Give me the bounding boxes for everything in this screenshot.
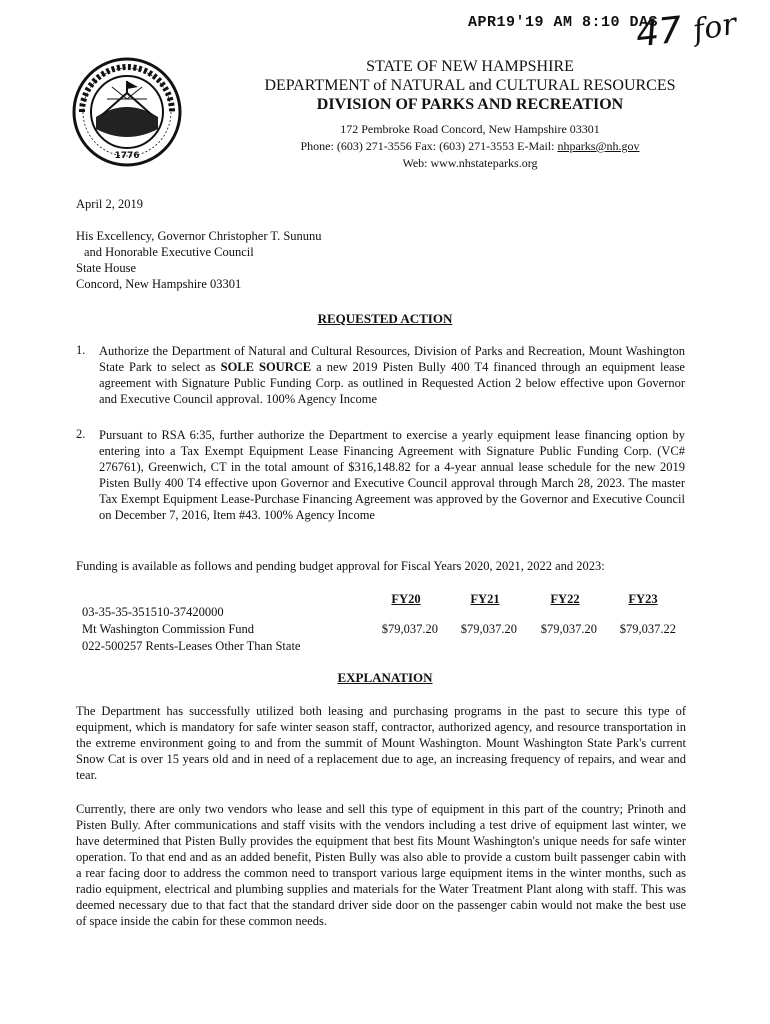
fy21-amount: $79,037.20	[460, 622, 517, 636]
letterhead-division: DIVISION OF PARKS AND RECREATION	[316, 96, 624, 113]
requested-action-title: REQUESTED ACTION	[317, 311, 453, 326]
account-number: 03-35-35-351510-37420000	[82, 605, 224, 619]
action-2-number: 2.	[76, 427, 86, 441]
letterhead-department: DEPARTMENT of NATURAL and CULTURAL RESOURCES	[264, 77, 676, 94]
addressee-line-4: Concord, New Hampshire 03301	[76, 277, 242, 291]
letterhead-state: STATE OF NEW HAMPSHIRE	[366, 58, 574, 75]
letterhead-web: Web: www.nhstateparks.org	[402, 156, 538, 170]
fund-name: Mt Washington Commission Fund	[82, 622, 255, 636]
email-link[interactable]: nhparks@nh.gov	[557, 139, 640, 153]
expense-class: 022-500257 Rents-Leases Other Than State	[82, 639, 301, 653]
addressee-line-1: His Excellency, Governor Christopher T. Sununu	[76, 229, 322, 243]
contact-phone-fax: Phone: (603) 271-3556 Fax: (603) 271-3553 E-Mail:	[300, 139, 555, 153]
fy23-amount: $79,037.22	[619, 622, 676, 636]
fy20-amount: $79,037.20	[381, 622, 438, 636]
fy22-header: FY22	[550, 592, 580, 606]
addressee-line-2: and Honorable Executive Council	[84, 245, 254, 259]
action-2-text: Pursuant to RSA 6:35, further authorize the Department to exercise a yearly equipment lease financing option by entering into a Tax Exempt Equipment Lease Financing Agreement with Signature Public Funding Corp. (VC# 276761), Greenwich, CT in the total amount of $316,148.82 for a 4-year annual lease schedule for the new 2019 Pisten Bully 400 T4 effective upon Governor and Executive Council approval through March 28, 2023. The master Tax Exempt Equipment Lease-Purchase Financing Agreement was approved by the Governor and Executive Council on December 7, 2016, Item #43. 100% Agency Income	[99, 428, 685, 522]
explanation-paragraph-1: The Department has successfully utilized both leasing and purchasing programs in the past to secure this type of equipment, which is mandatory for safe winter season staff, contractor, authorized agency, and resource transportation in the extreme environment going to and from the summit of Mount Washington. Mount Washington State Park's current Snow Cat is over 15 years old and in need of a replacement due to age, an increasing frequency of repairs, and wear and tear.	[76, 704, 686, 782]
letterhead-contact	[240, 139, 700, 154]
action-1-number: 1.	[76, 343, 86, 357]
explanation-paragraph-2: Currently, there are only two vendors who lease and sell this type of equipment in this part of the country; Prinoth and Pisten Bully. After communications and staff visits with the vendors including a test drive of equipment last winter, we have determined that Pisten Bully provides the equipment that best fits Mount Washington's unique needs for safe winter operation. To that end and as an added benefit, Pisten Bully was also able to provide a custom built passenger cabin with a rear facing door to address the common need to transport various large equipment items in the winter months, such as radio equipment, electrical and plumbing supplies and materials for the Water Treatment Plant along with staff. This was deemed necessary due to that fact that the standard driver side door on the passenger cabin would not make the best use of space inside the cabin for these common needs.	[76, 802, 686, 928]
sole-source-emphasis: SOLE SOURCE	[220, 360, 312, 374]
state-seal-icon	[72, 57, 182, 167]
fy21-header: FY21	[470, 592, 500, 606]
letter-date: April 2, 2019	[76, 197, 144, 211]
action-1-text: Authorize the Department of Natural and Cultural Resources, Division of Parks and Recreation, Mount Washington State Park to select as SOLE SOURCE a new 2019 Pisten Bully 400 T4 financed through an equipment lease agreement with Signature Public Funding Corp. as outlined in Requested Action 2 below effective upon Governor and Executive Council approval. 100% Agency Income	[99, 344, 685, 406]
fy23-header: FY23	[628, 592, 658, 606]
addressee-line-3: State House	[76, 261, 137, 275]
handwritten-initials: for	[690, 6, 740, 49]
funding-intro: Funding is available as follows and pending budget approval for Fiscal Years 2020, 2021, 2022 and 2023:	[76, 559, 605, 573]
fy20-header: FY20	[391, 592, 421, 606]
letterhead-address: 172 Pembroke Road Concord, New Hampshire 03301	[340, 122, 600, 136]
fy22-amount: $79,037.20	[540, 622, 597, 636]
explanation-title: EXPLANATION	[337, 670, 433, 685]
seal-year: 1776	[114, 151, 140, 161]
received-stamp: APR19'19 AM 8:10 DAS	[468, 14, 659, 31]
handwritten-number: 47	[633, 9, 684, 56]
